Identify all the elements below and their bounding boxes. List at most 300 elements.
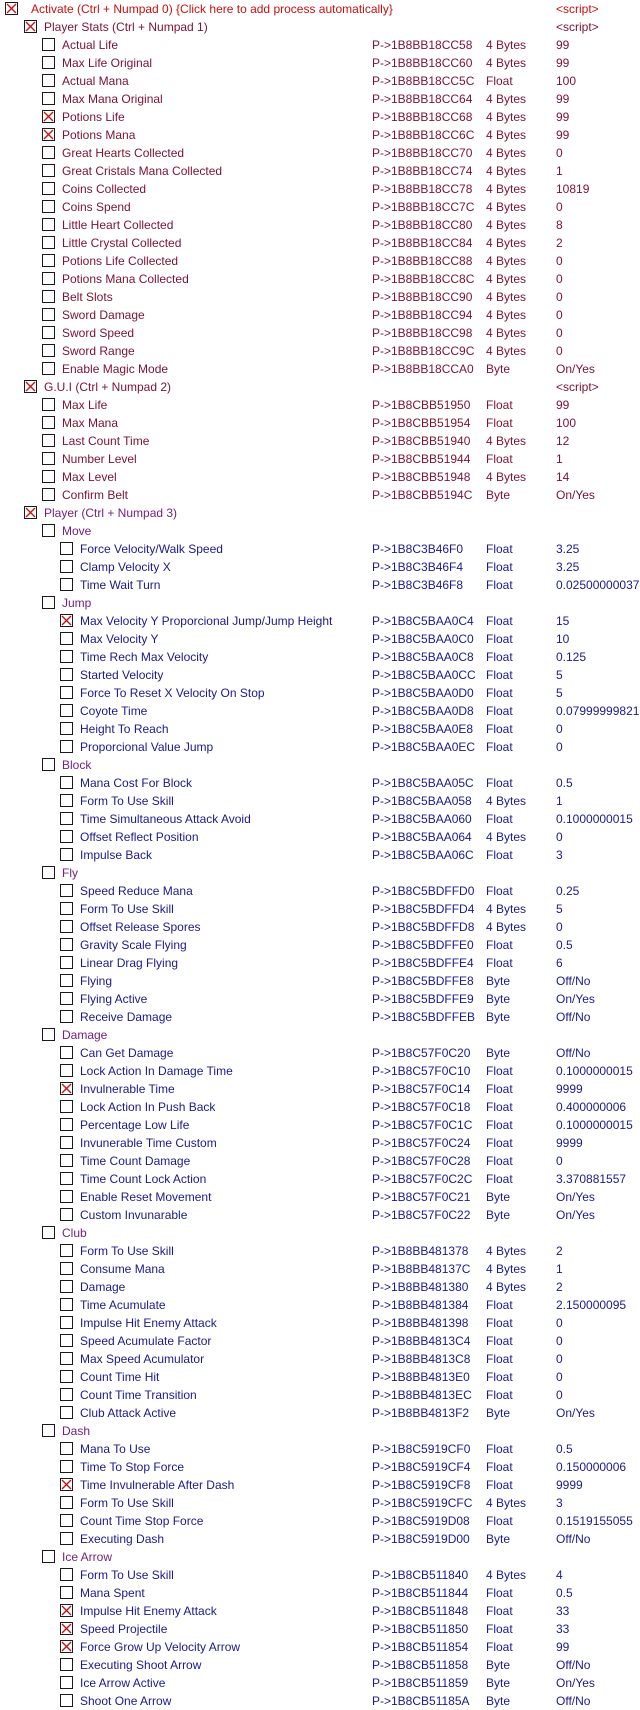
entry-row-time-rech-max-velocity[interactable] <box>0 648 640 666</box>
entry-value[interactable]: 0 <box>556 1154 563 1168</box>
entry-value[interactable]: 10 <box>556 632 570 646</box>
active-checkbox[interactable] <box>42 416 55 429</box>
entry-row-flying-active[interactable] <box>0 990 640 1008</box>
active-checkbox[interactable] <box>42 524 55 537</box>
entry-description: Great Cristals Mana Collected <box>62 164 223 178</box>
active-checkbox[interactable] <box>60 1100 73 1113</box>
active-checkbox[interactable] <box>60 1172 73 1185</box>
active-checkbox[interactable] <box>60 1676 73 1689</box>
active-checkbox[interactable] <box>42 164 55 177</box>
entry-value[interactable]: 0.150000006 <box>556 1460 627 1474</box>
active-checkbox[interactable] <box>60 938 73 951</box>
entry-row-little-crystal-collected[interactable] <box>0 234 640 252</box>
entry-address: P->1B8C57F0C24 <box>372 1136 471 1150</box>
entry-value[interactable]: 0.25 <box>556 884 580 898</box>
active-checkbox[interactable] <box>60 848 73 861</box>
entry-row-great-cristals-mana-collected[interactable] <box>0 162 640 180</box>
entry-value[interactable]: 9999 <box>556 1082 583 1096</box>
entry-row-fly[interactable] <box>0 864 640 882</box>
active-checkbox[interactable] <box>42 488 55 501</box>
entry-row-player-ctrl-numpad-3[interactable] <box>0 504 640 522</box>
entry-row-executing-shoot-arrow[interactable] <box>0 1656 640 1674</box>
active-checkbox[interactable] <box>60 992 73 1005</box>
entry-row-shoot-one-arrow[interactable] <box>0 1692 640 1710</box>
entry-value[interactable]: On/Yes <box>556 1676 595 1690</box>
entry-value[interactable]: 0.1000000015 <box>556 812 633 826</box>
entry-row-count-time-transition[interactable] <box>0 1386 640 1404</box>
entry-row-ice-arrow-active[interactable] <box>0 1674 640 1692</box>
entry-value[interactable]: 0 <box>556 1388 563 1402</box>
entry-row-mana-spent[interactable] <box>0 1584 640 1602</box>
entry-value[interactable]: 0 <box>556 344 563 358</box>
entry-row-mana-to-use[interactable] <box>0 1440 640 1458</box>
entry-value[interactable]: 2 <box>556 1280 563 1294</box>
entry-value[interactable]: 0.5 <box>556 1442 573 1456</box>
active-checkbox[interactable] <box>42 290 55 303</box>
entry-row-time-simultaneous-attack-avoid[interactable] <box>0 810 640 828</box>
entry-row-great-hearts-collected[interactable] <box>0 144 640 162</box>
entry-row-custom-invunarable[interactable] <box>0 1206 640 1224</box>
entry-value[interactable]: Off/No <box>556 1658 591 1672</box>
entry-row-form-to-use-skill[interactable] <box>0 900 640 918</box>
active-checkbox-checked[interactable] <box>60 1640 73 1653</box>
entry-value[interactable]: 3 <box>556 848 563 862</box>
active-checkbox-checked[interactable] <box>24 380 37 393</box>
entry-row-potions-life-collected[interactable] <box>0 252 640 270</box>
entry-row-speed-projectile[interactable] <box>0 1620 640 1638</box>
entry-value[interactable]: 0.02500000037 <box>556 578 640 592</box>
entry-row-speed-reduce-mana[interactable] <box>0 882 640 900</box>
entry-value[interactable]: 100 <box>556 416 577 430</box>
entry-value[interactable]: 0 <box>556 308 563 322</box>
entry-row-invunerable-time-custom[interactable] <box>0 1134 640 1152</box>
active-checkbox[interactable] <box>60 1514 73 1527</box>
entry-row-proporcional-value-jump[interactable] <box>0 738 640 756</box>
entry-value[interactable]: Off/No <box>556 974 591 988</box>
entry-value[interactable]: 2 <box>556 236 563 250</box>
active-checkbox[interactable] <box>60 668 73 681</box>
entry-row-count-time-hit[interactable] <box>0 1368 640 1386</box>
active-checkbox-checked[interactable] <box>24 20 37 33</box>
active-checkbox[interactable] <box>60 884 73 897</box>
entry-row-linear-drag-flying[interactable] <box>0 954 640 972</box>
entry-value[interactable]: 33 <box>556 1604 570 1618</box>
active-checkbox-checked[interactable] <box>60 1622 73 1635</box>
entry-value[interactable]: <script> <box>556 20 599 34</box>
active-checkbox[interactable] <box>60 1064 73 1077</box>
entry-value[interactable]: 0.07999999821 <box>556 704 640 718</box>
active-checkbox[interactable] <box>60 776 73 789</box>
active-checkbox[interactable] <box>42 1028 55 1041</box>
entry-value[interactable]: 0 <box>556 740 563 754</box>
active-checkbox[interactable] <box>42 1424 55 1437</box>
active-checkbox[interactable] <box>60 1190 73 1203</box>
entry-value[interactable]: 9999 <box>556 1136 583 1150</box>
entry-value[interactable]: On/Yes <box>556 488 595 502</box>
entry-value[interactable]: 3.370881557 <box>556 1172 627 1186</box>
entry-description: Little Crystal Collected <box>62 236 182 250</box>
active-checkbox[interactable] <box>60 1298 73 1311</box>
active-checkbox[interactable] <box>60 956 73 969</box>
entry-row-sword-speed[interactable] <box>0 324 640 342</box>
active-checkbox[interactable] <box>42 92 55 105</box>
entry-value[interactable]: 2 <box>556 1244 563 1258</box>
entry-value[interactable]: 0 <box>556 326 563 340</box>
entry-value[interactable]: On/Yes <box>556 992 595 1006</box>
active-checkbox[interactable] <box>60 632 73 645</box>
entry-value[interactable]: Off/No <box>556 1532 591 1546</box>
active-checkbox[interactable] <box>60 1388 73 1401</box>
entry-row-lock-action-in-push-back[interactable] <box>0 1098 640 1116</box>
entry-value[interactable]: 1 <box>556 164 563 178</box>
active-checkbox[interactable] <box>60 740 73 753</box>
active-checkbox[interactable] <box>60 1406 73 1419</box>
entry-row-height-to-reach[interactable] <box>0 720 640 738</box>
active-checkbox[interactable] <box>42 236 55 249</box>
entry-row-block[interactable] <box>0 756 640 774</box>
entry-value[interactable]: 15 <box>556 614 570 628</box>
entry-value[interactable]: 5 <box>556 686 563 700</box>
entry-value[interactable]: Off/No <box>556 1694 591 1708</box>
entry-value[interactable]: Off/No <box>556 1046 591 1060</box>
active-checkbox[interactable] <box>42 398 55 411</box>
entry-row-time-to-stop-force[interactable] <box>0 1458 640 1476</box>
entry-value[interactable]: 3.25 <box>556 560 580 574</box>
entry-row-actual-mana[interactable] <box>0 72 640 90</box>
active-checkbox-checked[interactable] <box>60 614 73 627</box>
entry-value[interactable]: 0 <box>556 1352 563 1366</box>
active-checkbox[interactable] <box>42 596 55 609</box>
entry-value[interactable]: 9999 <box>556 1478 583 1492</box>
entry-row-damage[interactable] <box>0 1278 640 1296</box>
entry-type: 4 Bytes <box>486 1244 527 1258</box>
active-checkbox[interactable] <box>42 74 55 87</box>
entry-value[interactable]: 0 <box>556 1370 563 1384</box>
entry-row-actual-life[interactable] <box>0 36 640 54</box>
entry-row-max-life[interactable] <box>0 396 640 414</box>
active-checkbox[interactable] <box>60 1568 73 1581</box>
entry-row-ice-arrow[interactable] <box>0 1548 640 1566</box>
entry-row-impulse-hit-enemy-attack[interactable] <box>0 1602 640 1620</box>
entry-value[interactable]: 99 <box>556 92 570 106</box>
entry-row-count-time-stop-force[interactable] <box>0 1512 640 1530</box>
entry-value[interactable]: 5 <box>556 902 563 916</box>
entry-value[interactable]: 0.5 <box>556 776 573 790</box>
active-checkbox[interactable] <box>60 920 73 933</box>
entry-value[interactable]: 0.1000000015 <box>556 1118 633 1132</box>
entry-description: Confirm Belt <box>62 488 129 502</box>
entry-value[interactable]: 99 <box>556 110 570 124</box>
entry-row-executing-dash[interactable] <box>0 1530 640 1548</box>
entry-row-sword-damage[interactable] <box>0 306 640 324</box>
active-checkbox-checked[interactable] <box>42 110 55 123</box>
entry-row-force-to-reset-x-velocity-on-stop[interactable] <box>0 684 640 702</box>
entry-type: Float <box>486 1154 513 1168</box>
active-checkbox[interactable] <box>42 434 55 447</box>
active-checkbox[interactable] <box>60 578 73 591</box>
active-checkbox[interactable] <box>42 344 55 357</box>
active-checkbox[interactable] <box>60 812 73 825</box>
active-checkbox[interactable] <box>60 704 73 717</box>
entry-row-potions-mana[interactable] <box>0 126 640 144</box>
entry-row-can-get-damage[interactable] <box>0 1044 640 1062</box>
active-checkbox[interactable] <box>60 686 73 699</box>
entry-row-potions-life[interactable] <box>0 108 640 126</box>
entry-type: Float <box>486 1514 513 1528</box>
entry-value[interactable]: 3 <box>556 1496 563 1510</box>
entry-address: P->1B8BB4813C4 <box>372 1334 471 1348</box>
entry-row-g-u-i-ctrl-numpad-2[interactable] <box>0 378 640 396</box>
entry-type: 4 Bytes <box>486 182 527 196</box>
entry-value[interactable]: 99 <box>556 38 570 52</box>
active-checkbox[interactable] <box>42 470 55 483</box>
active-checkbox-checked[interactable] <box>42 128 55 141</box>
active-checkbox[interactable] <box>42 218 55 231</box>
entry-row-number-level[interactable] <box>0 450 640 468</box>
entry-value[interactable]: 0 <box>556 254 563 268</box>
entry-value[interactable]: On/Yes <box>556 362 595 376</box>
entry-row-percentage-low-life[interactable] <box>0 1116 640 1134</box>
entry-value[interactable]: 0.1519155055 <box>556 1514 633 1528</box>
active-checkbox[interactable] <box>42 254 55 267</box>
entry-value[interactable]: 1 <box>556 794 563 808</box>
entry-value[interactable]: 99 <box>556 56 570 70</box>
entry-row-force-velocity-walk-speed[interactable] <box>0 540 640 558</box>
entry-row-jump[interactable] <box>0 594 640 612</box>
entry-value[interactable]: 0 <box>556 1316 563 1330</box>
entry-value[interactable]: 1 <box>556 1262 563 1276</box>
entry-row-player-stats-ctrl-numpad-1[interactable] <box>0 18 640 36</box>
active-checkbox[interactable] <box>60 1658 73 1671</box>
entry-row-form-to-use-skill[interactable] <box>0 1242 640 1260</box>
entry-row-force-grow-up-velocity-arrow[interactable] <box>0 1638 640 1656</box>
entry-row-invulnerable-time[interactable] <box>0 1080 640 1098</box>
entry-address: P->1B8BB18CC74 <box>372 164 473 178</box>
entry-value[interactable]: 0.5 <box>556 938 573 952</box>
entry-row-receive-damage[interactable] <box>0 1008 640 1026</box>
entry-row-time-invulnerable-after-dash[interactable] <box>0 1476 640 1494</box>
active-checkbox-checked[interactable] <box>60 1604 73 1617</box>
entry-row-move[interactable] <box>0 522 640 540</box>
entry-value[interactable]: 1 <box>556 452 563 466</box>
active-checkbox[interactable] <box>42 272 55 285</box>
entry-row-coyote-time[interactable] <box>0 702 640 720</box>
entry-row-enable-reset-movement[interactable] <box>0 1188 640 1206</box>
active-checkbox[interactable] <box>42 182 55 195</box>
entry-value[interactable]: On/Yes <box>556 1208 595 1222</box>
active-checkbox[interactable] <box>60 1352 73 1365</box>
active-checkbox[interactable] <box>60 974 73 987</box>
active-checkbox[interactable] <box>60 794 73 807</box>
entry-row-coins-spend[interactable] <box>0 198 640 216</box>
entry-row-max-speed-acumulator[interactable] <box>0 1350 640 1368</box>
entry-description: Offset Reflect Position <box>80 830 199 844</box>
entry-row-started-velocity[interactable] <box>0 666 640 684</box>
entry-row-max-life-original[interactable] <box>0 54 640 72</box>
active-checkbox[interactable] <box>60 1046 73 1059</box>
active-checkbox[interactable] <box>60 1694 73 1707</box>
entry-address: P->1B8BB481378 <box>372 1244 469 1258</box>
entry-row-lock-action-in-damage-time[interactable] <box>0 1062 640 1080</box>
entry-description: Percentage Low Life <box>80 1118 190 1132</box>
entry-value[interactable]: 4 <box>556 1568 563 1582</box>
entry-row-damage[interactable] <box>0 1026 640 1044</box>
entry-row-mana-cost-for-block[interactable] <box>0 774 640 792</box>
entry-row-time-count-damage[interactable] <box>0 1152 640 1170</box>
entry-row-max-level[interactable] <box>0 468 640 486</box>
entry-value[interactable]: 0 <box>556 830 563 844</box>
entry-value[interactable]: 0 <box>556 722 563 736</box>
entry-value[interactable]: 0.5 <box>556 1586 573 1600</box>
entry-value[interactable]: 33 <box>556 1622 570 1636</box>
entry-value[interactable]: Off/No <box>556 1010 591 1024</box>
entry-value[interactable]: 0.1000000015 <box>556 1064 633 1078</box>
active-checkbox[interactable] <box>60 1280 73 1293</box>
active-checkbox[interactable] <box>42 452 55 465</box>
entry-row-time-acumulate[interactable] <box>0 1296 640 1314</box>
entry-value[interactable]: 0 <box>556 200 563 214</box>
active-checkbox[interactable] <box>60 650 73 663</box>
entry-value[interactable]: On/Yes <box>556 1190 595 1204</box>
active-checkbox[interactable] <box>42 866 55 879</box>
entry-value[interactable]: 5 <box>556 668 563 682</box>
entry-row-form-to-use-skill[interactable] <box>0 792 640 810</box>
active-checkbox[interactable] <box>42 1550 55 1563</box>
entry-row-max-mana[interactable] <box>0 414 640 432</box>
entry-value[interactable]: 0 <box>556 920 563 934</box>
active-checkbox[interactable] <box>60 1010 73 1023</box>
active-checkbox-checked[interactable] <box>60 1478 73 1491</box>
active-checkbox[interactable] <box>42 362 55 375</box>
active-checkbox[interactable] <box>42 56 55 69</box>
entry-row-club-attack-active[interactable] <box>0 1404 640 1422</box>
entry-value[interactable]: 2.150000095 <box>556 1298 627 1312</box>
entry-value[interactable]: On/Yes <box>556 1406 595 1420</box>
entry-row-sword-range[interactable] <box>0 342 640 360</box>
active-checkbox[interactable] <box>60 1316 73 1329</box>
active-checkbox[interactable] <box>60 1496 73 1509</box>
active-checkbox[interactable] <box>60 1532 73 1545</box>
entry-row-offset-reflect-position[interactable] <box>0 828 640 846</box>
active-checkbox[interactable] <box>42 146 55 159</box>
active-checkbox[interactable] <box>42 326 55 339</box>
active-checkbox[interactable] <box>42 308 55 321</box>
entry-value[interactable]: 3.25 <box>556 542 580 556</box>
entry-value[interactable]: 14 <box>556 470 570 484</box>
entry-value[interactable]: 10819 <box>556 182 590 196</box>
active-checkbox[interactable] <box>60 902 73 915</box>
entry-row-enable-magic-mode[interactable] <box>0 360 640 378</box>
entry-row-potions-mana-collected[interactable] <box>0 270 640 288</box>
entry-row-activate-ctrl-numpad-0-click-here-to-add-process-automatically[interactable] <box>0 0 640 18</box>
entry-row-flying[interactable] <box>0 972 640 990</box>
active-checkbox[interactable] <box>42 1226 55 1239</box>
entry-type: Byte <box>486 1208 511 1222</box>
entry-value[interactable]: 0 <box>556 1334 563 1348</box>
entry-row-impulse-hit-enemy-attack[interactable] <box>0 1314 640 1332</box>
entry-row-confirm-belt[interactable] <box>0 486 640 504</box>
active-checkbox[interactable] <box>60 1334 73 1347</box>
entry-row-impulse-back[interactable] <box>0 846 640 864</box>
entry-row-clamp-velocity-x[interactable] <box>0 558 640 576</box>
entry-row-gravity-scale-flying[interactable] <box>0 936 640 954</box>
active-checkbox[interactable] <box>60 542 73 555</box>
entry-description: Custom Invunarable <box>80 1208 188 1222</box>
active-checkbox[interactable] <box>60 1208 73 1221</box>
entry-row-belt-slots[interactable] <box>0 288 640 306</box>
entry-row-club[interactable] <box>0 1224 640 1242</box>
entry-value[interactable]: 0 <box>556 272 563 286</box>
active-checkbox[interactable] <box>60 1262 73 1275</box>
entry-row-little-heart-collected[interactable] <box>0 216 640 234</box>
entry-row-dash[interactable] <box>0 1422 640 1440</box>
entry-row-time-count-lock-action[interactable] <box>0 1170 640 1188</box>
entry-type: Float <box>486 668 513 682</box>
active-checkbox[interactable] <box>60 722 73 735</box>
entry-row-speed-acumulate-factor[interactable] <box>0 1332 640 1350</box>
active-checkbox[interactable] <box>60 1442 73 1455</box>
entry-value[interactable]: 99 <box>556 128 570 142</box>
active-checkbox[interactable] <box>42 38 55 51</box>
entry-row-max-mana-original[interactable] <box>0 90 640 108</box>
active-checkbox[interactable] <box>60 1154 73 1167</box>
active-checkbox[interactable] <box>42 758 55 771</box>
entry-row-time-wait-turn[interactable] <box>0 576 640 594</box>
entry-row-consume-mana[interactable] <box>0 1260 640 1278</box>
active-checkbox-checked[interactable] <box>5 2 18 15</box>
entry-type: Float <box>486 1478 513 1492</box>
active-checkbox[interactable] <box>60 1460 73 1473</box>
active-checkbox[interactable] <box>60 1118 73 1131</box>
entry-description: Impulse Back <box>80 848 153 862</box>
active-checkbox[interactable] <box>60 560 73 573</box>
entry-value[interactable]: 6 <box>556 956 563 970</box>
entry-row-form-to-use-skill[interactable] <box>0 1494 640 1512</box>
entry-address: P->1B8CBB51954 <box>372 416 471 430</box>
entry-value[interactable]: 0 <box>556 290 563 304</box>
active-checkbox[interactable] <box>42 200 55 213</box>
entry-value[interactable]: <script> <box>556 380 599 394</box>
entry-type: Float <box>486 1586 513 1600</box>
active-checkbox[interactable] <box>60 830 73 843</box>
entry-row-form-to-use-skill[interactable] <box>0 1566 640 1584</box>
entry-value[interactable]: 12 <box>556 434 570 448</box>
entry-row-max-velocity-y[interactable] <box>0 630 640 648</box>
entry-row-coins-collected[interactable] <box>0 180 640 198</box>
entry-row-offset-release-spores[interactable] <box>0 918 640 936</box>
entry-value[interactable]: 8 <box>556 218 563 232</box>
entry-address: P->1B8BB18CC98 <box>372 326 473 340</box>
entry-value[interactable]: 99 <box>556 1640 570 1654</box>
entry-row-max-velocity-y-proporcional-jump-jump-height[interactable] <box>0 612 640 630</box>
entry-row-last-count-time[interactable] <box>0 432 640 450</box>
active-checkbox[interactable] <box>60 1586 73 1599</box>
entry-value[interactable]: 99 <box>556 398 570 412</box>
entry-description: Actual Mana <box>62 74 129 88</box>
entry-value[interactable]: <script> <box>556 2 599 16</box>
entry-value[interactable]: 0.400000006 <box>556 1100 627 1114</box>
entry-value[interactable]: 0.125 <box>556 650 587 664</box>
active-checkbox-checked[interactable] <box>24 506 37 519</box>
active-checkbox-checked[interactable] <box>60 1082 73 1095</box>
active-checkbox[interactable] <box>60 1136 73 1149</box>
entry-description: Time Rech Max Velocity <box>80 650 209 664</box>
entry-value[interactable]: 0 <box>556 146 563 160</box>
active-checkbox[interactable] <box>60 1370 73 1383</box>
entry-value[interactable]: 100 <box>556 74 577 88</box>
entry-address: P->1B8BB18CC6C <box>372 128 475 142</box>
active-checkbox[interactable] <box>60 1244 73 1257</box>
